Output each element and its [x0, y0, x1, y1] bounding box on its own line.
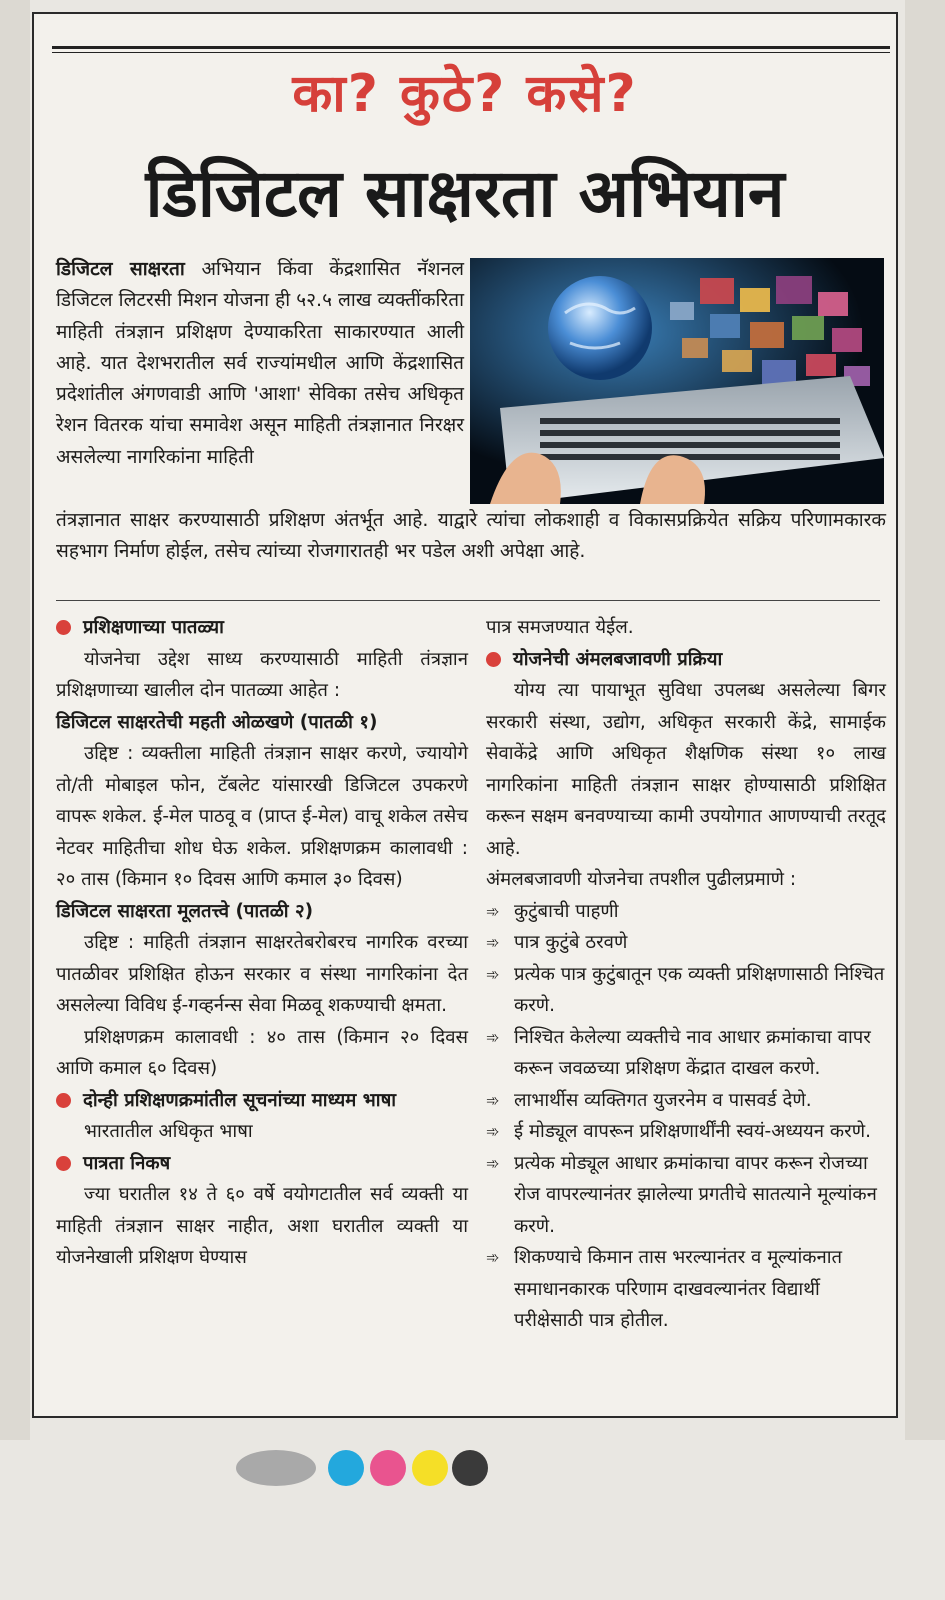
registration-mark-cyan: [328, 1450, 364, 1486]
arrow-bullet-icon: ➾: [486, 901, 500, 921]
arrow-bullet-icon: ➾: [486, 1027, 500, 1047]
subheading-training-levels: [56, 612, 468, 644]
adjacent-page-left: [0, 0, 30, 1440]
registration-mark-black: [452, 1450, 488, 1486]
implementation-step-text: लाभार्थीस व्यक्तिगत युजरनेम व पासवर्ड देणे.: [514, 1089, 812, 1111]
implementation-step: [486, 1242, 886, 1337]
implementation-step-text: ई मोड्यूल वापरून प्रशिक्षणार्थींनी स्वयं-अध्ययन करणे.: [514, 1121, 871, 1142]
implementation-step: [486, 1116, 886, 1148]
training-levels-text: योजनेचा उद्देश साध्य करण्यासाठी माहिती तंत्रज्ञान प्रशिक्षणाच्या खालील दोन पातळ्या आहेत :: [56, 648, 468, 701]
arrow-bullet-icon: ➾: [486, 1090, 500, 1110]
red-bullet-dot: [486, 652, 501, 667]
subheading-medium-language: [56, 1085, 468, 1117]
arrow-bullet-icon: ➾: [486, 1122, 500, 1141]
implementation-step-text: प्रत्येक मोड्यूल आधार क्रमांकाचा वापर करून रोजच्या रोज वापरल्यानंतर झालेल्या प्रगतीचे सातत्याने मूल्यांकन करणे.: [514, 1152, 877, 1237]
subheading-text: पात्रता निकष: [83, 1152, 171, 1174]
implementation-step-text: कुटुंबाची पाहणी: [514, 900, 619, 922]
implementation-step: [486, 959, 886, 1022]
newspaper-article: [32, 12, 898, 1418]
subheading-implementation: [486, 644, 886, 676]
intro-paragraph: [56, 254, 464, 473]
subheading-text: योजनेची अंमलबजावणी प्रक्रिया: [513, 648, 723, 670]
eligibility-continuation: पात्र समजण्यात येईल.: [486, 617, 634, 638]
level2-text: उद्दिष्ट : माहिती तंत्रज्ञान साक्षरतेबरोबरच नागरिक वरच्या पातळीवर प्रशिक्षित होऊन सरकार व संस्था नागरिकांना देत असलेल्या विविध ई-गव्हर्नन्स सेवा मिळवू शकण्याची क्षमता.: [56, 932, 468, 1016]
intro-continuation: तंत्रज्ञानात साक्षर करण्यासाठी प्रशिक्षण अंतर्भूत आहे. याद्वारे त्यांचा लोकशाही व विकासप्रक्रियेत सक्रिय परिणामकारक सहभाग निर्माण होईल, तसेच त्यांच्या रोजगारातही भर पडेल अशी अपेक्षा आहे.: [56, 509, 886, 562]
subheading-text: प्रशिक्षणाच्या पातळ्या: [83, 617, 224, 638]
medium-language-text: भारतातील अधिकृत भाषा: [84, 1121, 253, 1142]
red-bullet-dot: [56, 620, 71, 635]
level2-title: डिजिटल साक्षरता मूलतत्त्वे (पातळी २): [56, 900, 314, 922]
right-column: [486, 612, 886, 1337]
implementation-details-intro: अंमलबजावणी योजनेचा तपशील पुढीलप्रमाणे :: [486, 869, 797, 890]
subheading-eligibility: [56, 1148, 468, 1180]
eligibility-text: ज्या घरातील १४ ते ६० वर्षे वयोगटातील सर्व व्यक्ती या माहिती तंत्रज्ञान साक्षर नाहीत, अशा घरातील व्यक्ती या योजनेखाली प्रशिक्षण घेण्यास: [56, 1184, 468, 1268]
implementation-step-text: प्रत्येक पात्र कुटुंबातून एक व्यक्ती प्रशिक्षणासाठी निश्चित करणे.: [514, 963, 885, 1016]
kicker: का? कुठे? कसे?: [292, 64, 638, 124]
implementation-text: योग्य त्या पायाभूत सुविधा उपलब्ध असलेल्या बिगर सरकारी संस्था, उद्योग, अधिकृत सरकारी केंद्रे, सामाईक सेवाकेंद्रे आणि अधिकृत शैक्षणिक संस्था १० लाख नागरिकांना माहिती तंत्रज्ञान साक्षर होण्यासाठी प्रशिक्षित करून सक्षम बनवण्याच्या कामी उपयोगात आणण्याची तरतूद आहे.: [486, 680, 886, 859]
implementation-step: [486, 1148, 886, 1243]
level2-duration: प्रशिक्षणक्रम कालावधी : ४० तास (किमान २० दिवस आणि कमाल ६० दिवस): [56, 1026, 468, 1079]
implementation-steps-list: [486, 896, 886, 1337]
left-column: [56, 612, 468, 1274]
implementation-step: [486, 1022, 886, 1085]
implementation-step-text: शिकण्याचे किमान तास भरल्यानंतर व मूल्यांकनात समाधानकारक परिणाम दाखवल्यानंतर विद्यार्थी परीक्षेसाठी पात्र होतील.: [514, 1247, 843, 1331]
registration-mark-gray: [236, 1450, 316, 1486]
subheading-text: दोन्ही प्रशिक्षणक्रमांतील सूचनांच्या माध्यम भाषा: [83, 1089, 397, 1111]
implementation-step: [486, 1085, 886, 1117]
arrow-bullet-icon: ➾: [486, 1153, 500, 1173]
red-bullet-dot: [56, 1093, 71, 1108]
digital-globe-keyboard-illustration: [470, 258, 884, 504]
implementation-step: [486, 927, 886, 959]
article-photo: [470, 258, 884, 504]
top-rule-thin: [52, 52, 890, 53]
arrow-bullet-icon: ➾: [486, 933, 500, 952]
implementation-step-text: निश्चित केलेल्या व्यक्तीचे नाव आधार क्रमांकाचा वापर करून जवळच्या प्रशिक्षण केंद्रात दाखल करणे.: [514, 1026, 871, 1079]
headline: डिजिटल साक्षरता अभियान: [145, 155, 785, 232]
red-bullet-dot: [56, 1156, 71, 1171]
implementation-step-text: पात्र कुटुंबे ठरवणे: [514, 932, 628, 953]
section-divider: [56, 600, 880, 601]
level1-text: उद्दिष्ट : व्यक्तीला माहिती तंत्रज्ञान साक्षर करणे, ज्यायोगे तो/ती मोबाइल फोन, टॅबलेट यांसारखी डिजिटल उपकरणे वापरू शकेल. ई-मेल पाठवू व (प्राप्त ई-मेल) वाचू शकेल तसेच नेटवर माहितीचा शोध घेऊ शकेल. प्रशिक्षणक्रम कालावधी : २० तास (किमान १० दिवस आणि कमाल ३० दिवस): [56, 743, 468, 890]
implementation-step: [486, 896, 886, 928]
registration-mark-yellow: [412, 1450, 448, 1486]
adjacent-page-right: [905, 0, 945, 1440]
registration-mark-magenta: [370, 1450, 406, 1486]
print-registration-marks: [236, 1450, 496, 1490]
level1-title: डिजिटल साक्षरतेची महती ओळखणे (पातळी १): [56, 711, 378, 733]
top-rule: [52, 46, 890, 49]
arrow-bullet-icon: ➾: [486, 1248, 500, 1267]
intro-lead: डिजिटल साक्षरता: [56, 258, 185, 280]
arrow-bullet-icon: ➾: [486, 964, 500, 984]
intro-text: अभियान किंवा केंद्रशासित नॅशनल डिजिटल लिटरसी मिशन योजना ही ५२.५ लाख व्यक्तींकरिता माहिती तंत्रज्ञान प्रशिक्षण देण्याकरिता साकारण्यात आली आहे. यात देशभरातील सर्व राज्यांमधील आणि केंद्रशासित प्रदेशांतील अंगणवाडी आणि 'आशा' सेविका तसेच अधिकृत रेशन वितरक यांचा समावेश असून माहिती तंत्रज्ञानात निरक्षर असलेल्या नागरिकांना माहिती: [56, 258, 464, 468]
